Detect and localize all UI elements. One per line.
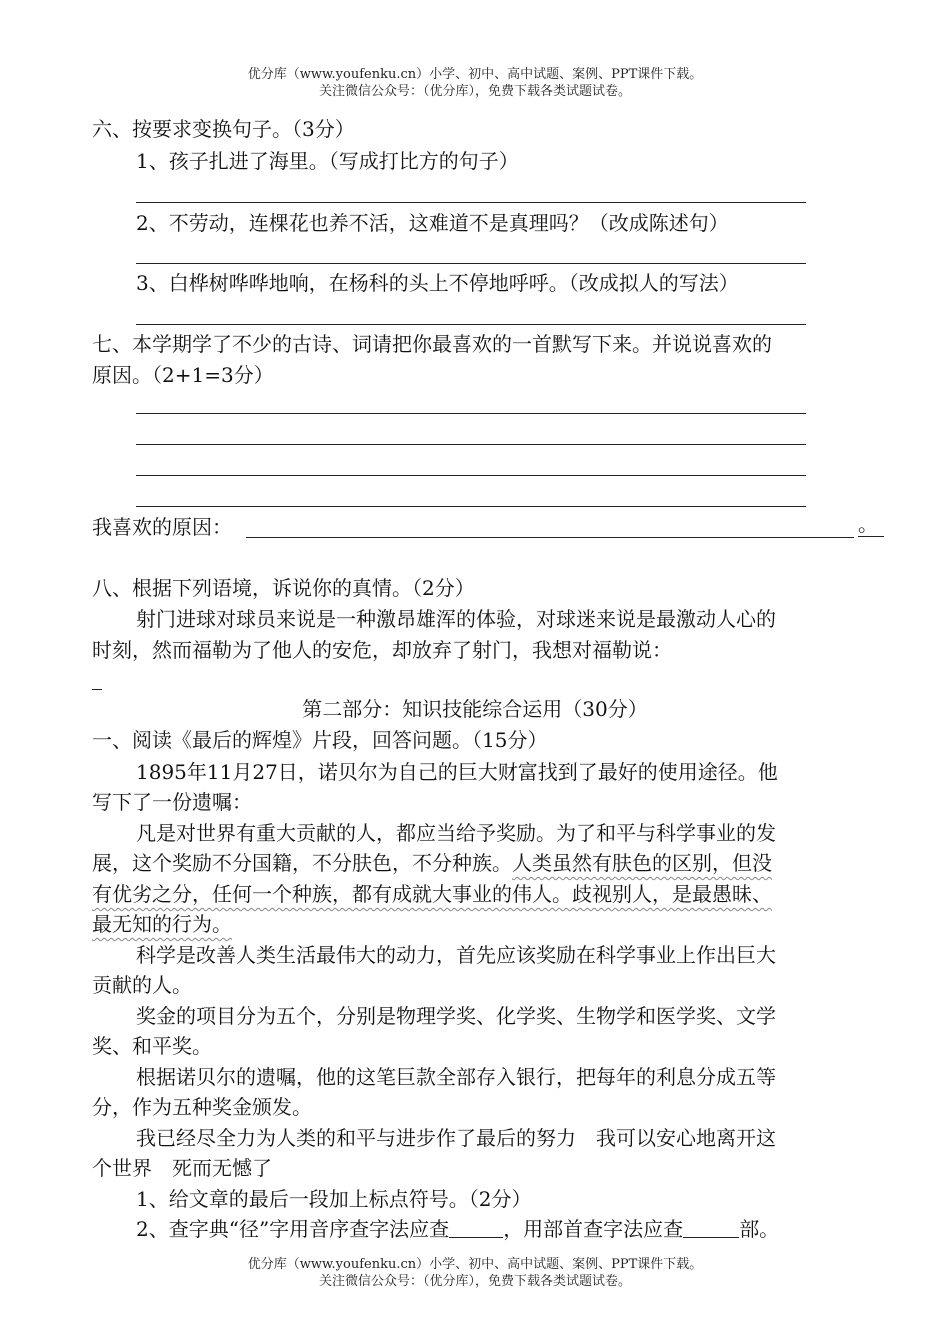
section7-title-line-1: 七、本学期学了不少的古诗、词请把你最喜欢的一首默写下来。并说说喜欢的 — [92, 332, 772, 356]
p6-line-2: 个世界 死而无憾了 — [92, 1156, 272, 1180]
answer-line-6-3[interactable] — [136, 324, 806, 325]
p2-line-1: 凡是对世界有重大贡献的人，都应当给予奖励。为了和平与科学事业的发 — [136, 821, 776, 845]
section8-text-line-1: 射门进球对球员来说是一种激昂雄浑的体验，对球迷来说是最激动人心的 — [136, 607, 776, 631]
part2-question-2 — [136, 1214, 779, 1244]
p2-line-2 — [92, 848, 772, 878]
reason-end-mark: 。 — [858, 512, 884, 537]
answer-line-6-1[interactable] — [136, 202, 806, 203]
answer-line-6-2[interactable] — [136, 263, 806, 264]
reason-label: 我喜欢的原因： — [92, 515, 232, 539]
radical-blank[interactable] — [683, 1217, 739, 1238]
section8-text-line-2: 时刻，然而福勒为了他人的安危，却放弃了射门，我想对福勒说： — [92, 638, 672, 662]
q2-text-b: ，用部首查字法应查 — [503, 1217, 684, 1241]
section6-question-2: 2、不劳动，连棵花也养不活，这难道不是真理吗？（改成陈述句） — [136, 211, 729, 235]
p2-line-3: 有优劣之分，任何一个种族，都有成就大事业的伟人。歧视别人，是最愚昧、 — [92, 882, 772, 906]
q2-text-c: 部。 — [739, 1217, 780, 1241]
p4-line-1: 奖金的项目分为五个，分别是物理学奖、化学奖、生物学和医学奖、文学 — [136, 1004, 776, 1028]
q2-text-a: 2、查字典“径”字用音序查字法应查 — [136, 1217, 450, 1241]
footer-line-1: 优分库（www.youfenku.cn）小学、初中、高中试题、案例、PPT课件下载。 — [247, 1257, 703, 1272]
poem-line-2[interactable] — [136, 444, 806, 445]
section6-question-3: 3、白桦树哗哗地响，在杨科的头上不停地呼呼。（改成拟人的写法） — [136, 271, 739, 295]
p6-line-1: 我已经尽全力为人类的和平与进步作了最后的努力 我可以安心地离开这 — [136, 1126, 776, 1150]
section8-answer-line[interactable] — [92, 689, 102, 690]
reading-title: 一、阅读《最后的辉煌》片段，回答问题。（15分） — [92, 728, 548, 752]
poem-line-3[interactable] — [136, 475, 806, 476]
poem-line-4[interactable] — [136, 506, 806, 507]
header-line-1: 优分库（www.youfenku.cn）小学、初中、高中试题、案例、PPT课件下载。 — [247, 67, 703, 82]
header-line-2: 关注微信公众号：（优分库），免费下载各类试题试卷。 — [318, 84, 631, 99]
part2-title: 第二部分：知识技能综合运用（30分） — [302, 697, 648, 721]
p1-line-2: 写下了一份遗嘱： — [92, 790, 252, 814]
p2-line-2-wavy: 人类虽然有肤色的区别，但没 — [512, 851, 772, 875]
p1-line-1: 1895年11月27日，诺贝尔为自己的巨大财富找到了最好的使用途径。他 — [136, 760, 778, 784]
p3-line-2: 贡献的人。 — [92, 973, 192, 997]
reason-answer-line[interactable] — [246, 537, 854, 538]
p3-line-1: 科学是改善人类生活最伟大的动力，首先应该奖励在科学事业上作出巨大 — [136, 943, 776, 967]
page-header — [0, 66, 950, 100]
section8-title: 八、根据下列语境，诉说你的真情。（2分） — [92, 576, 475, 600]
p5-line-2: 分，作为五种奖金颁发。 — [92, 1095, 312, 1119]
pinyin-letter-blank[interactable] — [449, 1217, 503, 1238]
p4-line-2: 奖、和平奖。 — [92, 1034, 212, 1058]
p5-line-1: 根据诺贝尔的遗嘱，他的这笔巨款全部存入银行，把每年的利息分成五等 — [136, 1065, 776, 1089]
section7-title-line-2: 原因。（2+1=3分） — [92, 363, 274, 387]
p2-line-2-plain: 展，这个奖励不分国籍，不分肤色，不分种族。 — [92, 851, 512, 875]
section6-title: 六、按要求变换句子。（3分） — [92, 117, 355, 141]
p2-line-4: 最无知的行为。 — [92, 912, 232, 936]
footer-line-2: 关注微信公众号：（优分库），免费下载各类试题试卷。 — [318, 1274, 631, 1289]
page-footer — [0, 1256, 950, 1290]
section6-question-1: 1、孩子扎进了海里。（写成打比方的句子） — [136, 149, 519, 173]
poem-line-1[interactable] — [136, 413, 806, 414]
part2-question-1: 1、给文章的最后一段加上标点符号。（2分） — [136, 1187, 532, 1211]
